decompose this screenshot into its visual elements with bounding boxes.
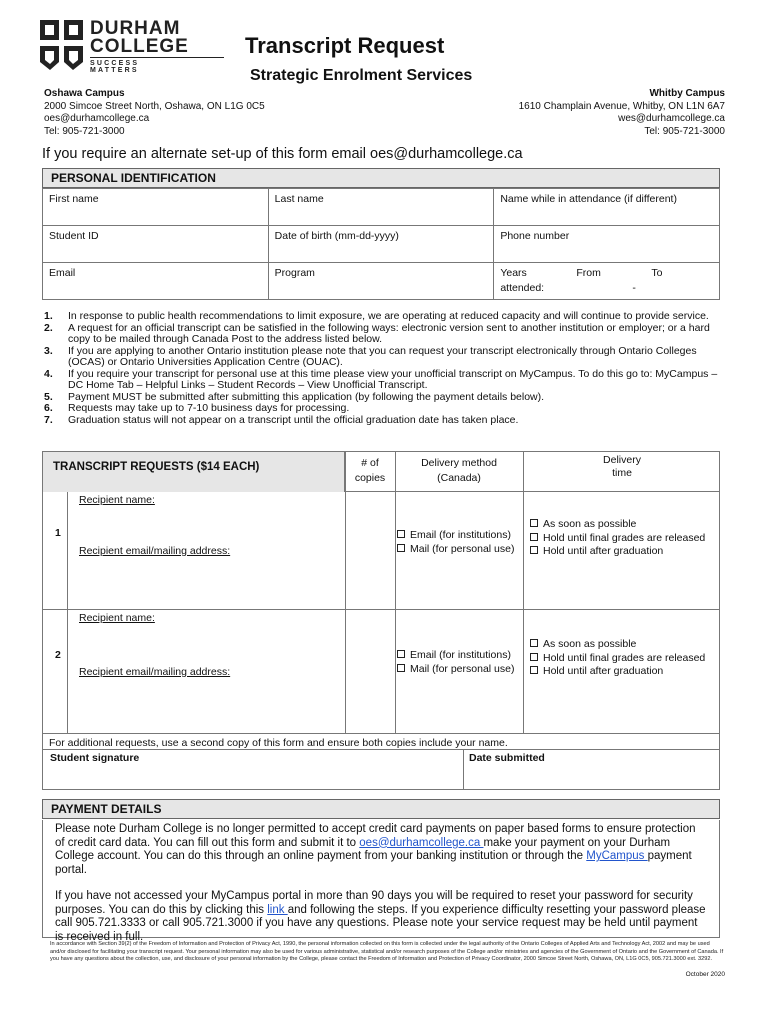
method-mail-label: Mail (for personal use) xyxy=(410,662,515,675)
copies-header-line2: copies xyxy=(354,472,386,484)
list-item xyxy=(44,403,734,415)
delivery-method-line2: (Canada) xyxy=(437,472,481,484)
email-label: Email xyxy=(49,267,76,279)
list-number: 7. xyxy=(44,413,53,426)
to-label: To xyxy=(651,267,663,279)
page-title: Transcript Request xyxy=(245,33,445,58)
student-signature-field[interactable]: Student signature xyxy=(50,752,140,764)
payment-text: Please note Durham College is no longer permitted to accept credit card payments on paper based forms to ensure protection of credit card data. You can fill out this form and submit it to xyxy=(55,823,696,849)
privacy-notice: In accordance with Section 39(2) of the Freedom of Information and Protection of Privacy Act, 1990, the personal information collected on this form is collected under the legal authority of the Ontario Colleges of Applied Arts and Technology Act, 2002 and may be used and/or disclosed for facilitating your transcript request. Your personal information may also be used for various administrative, statistical and/or research purposes of the College and/or ministries and agencies of the Government of Ontario and the Government of Canada. If you have any questions about the collection, use, and disclosure of your personal information by the College, please contact the Freedom of Information and Protection of Privacy Coordinator, 2000 Simcoe Street North, Oshawa, ON, L1G 0C5, 905.721.3000 ext. 3292. xyxy=(50,941,724,962)
list-text: In response to public health recommendations to limit exposure, we are operating at reduced capacity and will continue to provide service. xyxy=(68,310,709,322)
checkbox-icon[interactable] xyxy=(530,546,538,554)
checkbox-icon[interactable] xyxy=(397,650,405,658)
list-number: 4. xyxy=(44,367,53,380)
list-text: Payment MUST be submitted after submitting this application (by following the payment details below). xyxy=(68,390,545,403)
name-attendance-label: Name while in attendance (if different) xyxy=(500,193,677,205)
whitby-campus-address xyxy=(519,88,725,138)
copies-header-line1: # of xyxy=(361,457,379,469)
personal-identification-section xyxy=(42,168,720,300)
name-attendance-field[interactable] xyxy=(494,189,720,226)
additional-requests-note: For additional requests, use a second copy of this form and ensure both copies include your name. xyxy=(49,737,508,749)
oshawa-campus-address xyxy=(44,88,265,138)
personal-identification-heading: PERSONAL IDENTIFICATION xyxy=(42,168,720,188)
payment-text: payment portal. xyxy=(55,850,692,876)
list-text: If you require your transcript for personal use at this time please view your unofficial transcript on MyCampus. To do this go to: MyCampus – DC Home Tab – Helpful Links – Student Records – View Unofficial Transcript. xyxy=(68,367,718,391)
logo-divider xyxy=(90,57,224,58)
payment-text: and following the steps. If you experience difficulty resetting your password please call 905.721.3333 or call 905.721.3000 if you have any questions. Please note your service request may be held until payment is received in full. xyxy=(55,903,706,943)
row-divider xyxy=(43,609,719,610)
logo-mark-icon xyxy=(40,20,84,70)
email-field[interactable] xyxy=(43,263,269,300)
checkbox-icon[interactable] xyxy=(530,666,538,674)
list-item xyxy=(44,323,734,346)
time-hold-grad-option[interactable] xyxy=(530,545,722,559)
list-number: 2. xyxy=(44,321,53,334)
column-divider xyxy=(523,452,524,733)
oshawa-tel: Tel: 905-721-3000 xyxy=(44,125,125,137)
list-text: If you are applying to another Ontario institution please note that you can request your transcript electronically through Ontario Colleges (OCAS) or Ontario Universities Application Centre (OUAC). xyxy=(68,344,697,368)
list-number: 5. xyxy=(44,390,53,403)
list-number: 6. xyxy=(44,402,53,414)
delivery-method-options xyxy=(397,529,523,556)
checkbox-icon[interactable] xyxy=(397,664,405,672)
date-submitted-field[interactable]: Date submitted xyxy=(469,752,545,764)
dob-label: Date of birth (mm-dd-yyyy) xyxy=(274,230,399,242)
reset-password-link[interactable]: link xyxy=(267,903,288,916)
time-hold-grad-label: Hold until after graduation xyxy=(543,545,664,557)
payment-paragraph-2 xyxy=(55,890,707,944)
whitby-email: wes@durhamcollege.ca xyxy=(618,113,725,124)
time-hold-grad-option[interactable] xyxy=(530,665,722,679)
phone-field[interactable] xyxy=(494,226,720,263)
delivery-time-options xyxy=(530,518,722,559)
logo-text-durham: DURHAM xyxy=(90,18,181,39)
method-email-label: Email (for institutions) xyxy=(410,649,511,661)
list-number: 1. xyxy=(44,310,53,322)
years-dash: - xyxy=(632,282,636,294)
years-attended-field[interactable] xyxy=(494,263,720,300)
transcript-requests-table xyxy=(42,451,720,790)
time-asap-label: As soon as possible xyxy=(543,638,637,650)
oshawa-street: 2000 Simcoe Street North, Oshawa, ON L1G 0C5 xyxy=(44,100,265,112)
logo-tagline: SUCCESS MATTERS xyxy=(90,60,140,74)
payment-details-heading: PAYMENT DETAILS xyxy=(42,799,720,819)
personal-identification-table xyxy=(42,188,720,300)
checkbox-icon[interactable] xyxy=(530,533,538,541)
time-asap-label: As soon as possible xyxy=(543,518,637,530)
time-hold-final-option[interactable] xyxy=(530,652,722,666)
request-number: 1 xyxy=(55,527,61,539)
method-mail-option[interactable] xyxy=(397,663,523,677)
logo-text-college: COLLEGE xyxy=(90,36,189,57)
mycampus-link[interactable]: MyCampus xyxy=(586,850,648,862)
attended-label: attended: xyxy=(500,282,545,294)
copies-header xyxy=(345,456,395,486)
first-name-label: First name xyxy=(49,193,99,205)
phone-label: Phone number xyxy=(500,230,570,242)
form-date: October 2020 xyxy=(685,971,725,978)
alternate-setup-note: If you require an alternate set-up of this form email oes@durhamcollege.ca xyxy=(42,146,523,162)
oes-email-link[interactable]: oes@durhamcollege.ca xyxy=(359,836,484,849)
recipient-name-label[interactable]: Recipient name: xyxy=(79,494,155,506)
column-divider xyxy=(395,452,396,733)
delivery-time-options xyxy=(530,638,722,679)
program-field[interactable] xyxy=(268,263,494,300)
delivery-time-line1: Delivery xyxy=(603,454,641,466)
program-label: Program xyxy=(274,267,315,279)
delivery-method-options xyxy=(397,649,523,676)
list-text: A request for an official transcript can be satisfied in the following ways: electronic version sent to another institution or employer; or a hard copy to be mailed through Canada Post to the address listed below. xyxy=(68,321,710,345)
recipient-address-label[interactable]: Recipient email/mailing address: xyxy=(79,545,231,557)
list-item xyxy=(44,346,734,369)
request-number: 2 xyxy=(55,649,61,661)
list-item xyxy=(44,311,734,323)
durham-college-logo xyxy=(40,18,190,74)
method-email-label: Email (for institutions) xyxy=(410,529,511,541)
checkbox-icon[interactable] xyxy=(530,519,538,527)
method-email-option[interactable] xyxy=(397,649,523,663)
time-asap-option[interactable] xyxy=(530,638,722,652)
column-divider xyxy=(463,749,464,790)
payment-text: make your payment on your Durham College account. You can do this through an online payment from your banking institution or through the xyxy=(55,836,671,862)
time-asap-option[interactable] xyxy=(530,518,722,532)
oshawa-campus-name: Oshawa Campus xyxy=(44,88,125,99)
whitby-campus-name: Whitby Campus xyxy=(649,88,725,99)
delivery-time-line2: time xyxy=(612,467,632,479)
checkbox-icon[interactable] xyxy=(397,544,405,552)
student-id-field[interactable] xyxy=(43,226,269,263)
from-label: From xyxy=(576,267,601,279)
student-id-label: Student ID xyxy=(49,230,99,242)
checkbox-icon[interactable] xyxy=(530,639,538,647)
first-name-field[interactable] xyxy=(43,189,269,226)
list-text: Graduation status will not appear on a transcript until the official graduation date has taken place. xyxy=(68,413,519,426)
last-name-field[interactable] xyxy=(268,189,494,226)
payment-text: If you have not accessed your MyCampus portal in more than 90 days you will be required to reset your password for security purposes. You can do this by clicking this xyxy=(55,890,693,916)
recipient-name-label[interactable]: Recipient name: xyxy=(79,612,155,624)
checkbox-icon[interactable] xyxy=(397,530,405,538)
delivery-method-header xyxy=(395,456,523,486)
list-number: 3. xyxy=(44,344,53,357)
recipient-address-label[interactable]: Recipient email/mailing address: xyxy=(79,666,231,678)
whitby-tel: Tel: 905-721-3000 xyxy=(644,125,725,137)
list-item xyxy=(44,415,734,427)
page-subtitle: Strategic Enrolment Services xyxy=(250,67,473,84)
instructions-list xyxy=(44,311,734,426)
time-hold-grad-label: Hold until after graduation xyxy=(543,665,664,677)
payment-details-body xyxy=(42,820,720,943)
list-item xyxy=(44,369,734,392)
whitby-street: 1610 Champlain Avenue, Whitby, ON L1N 6A7 xyxy=(518,100,725,112)
time-hold-final-option[interactable] xyxy=(530,532,722,546)
time-hold-final-label: Hold until final grades are released xyxy=(543,531,706,544)
method-email-option[interactable] xyxy=(397,529,523,543)
transcript-requests-heading: TRANSCRIPT REQUESTS ($14 EACH) xyxy=(43,452,345,492)
years-label: Years xyxy=(500,267,527,279)
column-divider xyxy=(345,452,346,733)
time-hold-final-label: Hold until final grades are released xyxy=(543,651,706,664)
method-mail-option[interactable] xyxy=(397,543,523,557)
checkbox-icon[interactable] xyxy=(530,653,538,661)
delivery-method-line1: Delivery method xyxy=(421,457,497,469)
payment-paragraph-1 xyxy=(55,823,707,877)
row-divider xyxy=(43,749,719,750)
delivery-time-header xyxy=(523,454,721,480)
oshawa-email: oes@durhamcollege.ca xyxy=(44,113,150,124)
list-text: Requests may take up to 7-10 business days for processing. xyxy=(68,402,350,414)
column-divider xyxy=(67,492,68,733)
method-mail-label: Mail (for personal use) xyxy=(410,542,515,555)
dob-field[interactable] xyxy=(268,226,494,263)
last-name-label: Last name xyxy=(274,193,324,205)
